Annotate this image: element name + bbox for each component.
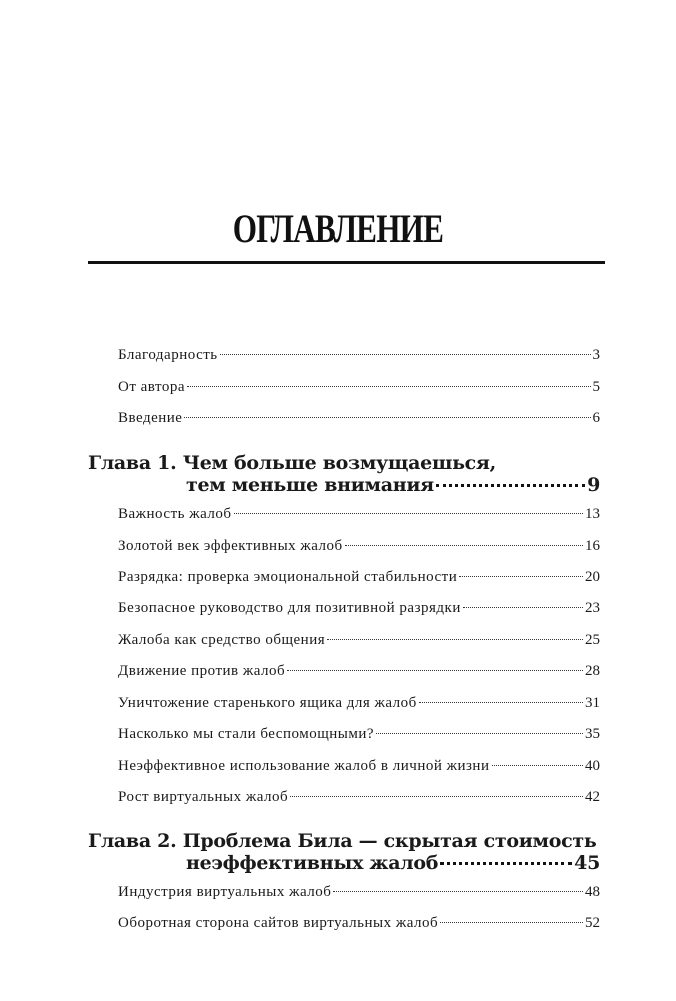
- toc-entry-title: Разрядка: проверка эмоциональной стабильности: [118, 569, 458, 585]
- chapter-1-heading-line1[interactable]: Глава 1. Чем больше возмущаешься,: [88, 452, 496, 474]
- dot-leader: [184, 417, 590, 418]
- chapter-title: тем меньше внимания: [186, 474, 434, 496]
- toc-entry-title: Неэффективное использование жалоб в личной жизни: [118, 758, 490, 774]
- toc-entry[interactable]: [118, 663, 600, 680]
- chapter-1-heading[interactable]: [186, 474, 600, 496]
- dot-leader: [492, 765, 584, 766]
- dot-leader: [234, 513, 583, 514]
- toc-entry-page: 40: [585, 758, 600, 774]
- toc-entry[interactable]: [118, 569, 600, 586]
- toc-entry-title: Уничтожение старенького ящика для жалоб: [118, 695, 417, 711]
- toc-entry-title: Безопасное руководство для позитивной разрядки: [118, 600, 461, 616]
- dot-leader: [287, 670, 583, 671]
- toc-entry[interactable]: [118, 789, 600, 806]
- toc-entry-page: 52: [585, 915, 600, 931]
- toc-entry-introduction[interactable]: [118, 410, 600, 427]
- toc-entry-title: Индустрия виртуальных жалоб: [118, 884, 332, 900]
- toc-entry[interactable]: [118, 726, 600, 743]
- toc-entry-title: Насколько мы стали беспомощными?: [118, 726, 375, 742]
- toc-entry-title: Жалоба как средство общения: [118, 632, 326, 648]
- toc-entry-acknowledgements[interactable]: [118, 347, 600, 364]
- dot-leader: [436, 484, 585, 487]
- dot-leader: [220, 354, 591, 355]
- dot-leader: [187, 386, 590, 387]
- toc-entry-page: 16: [585, 538, 600, 554]
- toc-entry-title: Благодарность: [118, 347, 218, 363]
- chapter-page: 45: [574, 852, 600, 874]
- toc-entry-title: Оборотная сторона сайтов виртуальных жалоб: [118, 915, 439, 931]
- dot-leader: [419, 702, 583, 703]
- dot-leader: [333, 891, 583, 892]
- toc-entry-title: Важность жалоб: [118, 506, 232, 522]
- dot-leader: [440, 922, 583, 923]
- dot-leader: [463, 607, 583, 608]
- toc-entry-page: 48: [585, 884, 600, 900]
- toc-entry-page: 42: [585, 789, 600, 805]
- toc-entry[interactable]: [118, 915, 600, 932]
- toc-entry[interactable]: [118, 884, 600, 901]
- toc-entry-page: 5: [592, 379, 600, 395]
- toc-entry-title: От автора: [118, 379, 186, 395]
- toc-entry-page: 25: [585, 632, 600, 648]
- toc-entry-page: 3: [592, 347, 600, 363]
- toc-entry-title: Введение: [118, 410, 183, 426]
- toc-entry-title: Золотой век эффективных жалоб: [118, 538, 343, 554]
- toc-entry[interactable]: [118, 758, 600, 775]
- dot-leader: [440, 862, 572, 865]
- dot-leader: [327, 639, 583, 640]
- chapter-title: неэффективных жалоб: [186, 852, 439, 874]
- toc-entry[interactable]: [118, 632, 600, 649]
- dot-leader: [290, 796, 583, 797]
- toc-entry-from-author[interactable]: [118, 379, 600, 396]
- toc-entry-page: 20: [585, 569, 600, 585]
- toc-entry[interactable]: [118, 506, 600, 523]
- toc-entry-page: 31: [585, 695, 600, 711]
- toc-entry[interactable]: [118, 538, 600, 555]
- toc-entry[interactable]: [118, 695, 600, 712]
- page-title: ОГЛАВЛЕНИЕ: [232, 206, 444, 251]
- chapter-2-heading[interactable]: [186, 852, 600, 874]
- toc-entry-page: 35: [585, 726, 600, 742]
- toc-entry-title: Движение против жалоб: [118, 663, 286, 679]
- title-underline: [88, 261, 605, 264]
- dot-leader: [345, 545, 583, 546]
- dot-leader: [459, 576, 583, 577]
- toc-entry-page: 28: [585, 663, 600, 679]
- toc-entry-title: Рост виртуальных жалоб: [118, 789, 289, 805]
- chapter-2-heading-line1[interactable]: Глава 2. Проблема Била — скрытая стоимость: [88, 830, 597, 852]
- toc-entry[interactable]: [118, 600, 600, 617]
- dot-leader: [376, 733, 583, 734]
- toc-entry-page: 23: [585, 600, 600, 616]
- toc-entry-page: 13: [585, 506, 600, 522]
- chapter-page: 9: [587, 474, 600, 496]
- toc-entry-page: 6: [592, 410, 600, 426]
